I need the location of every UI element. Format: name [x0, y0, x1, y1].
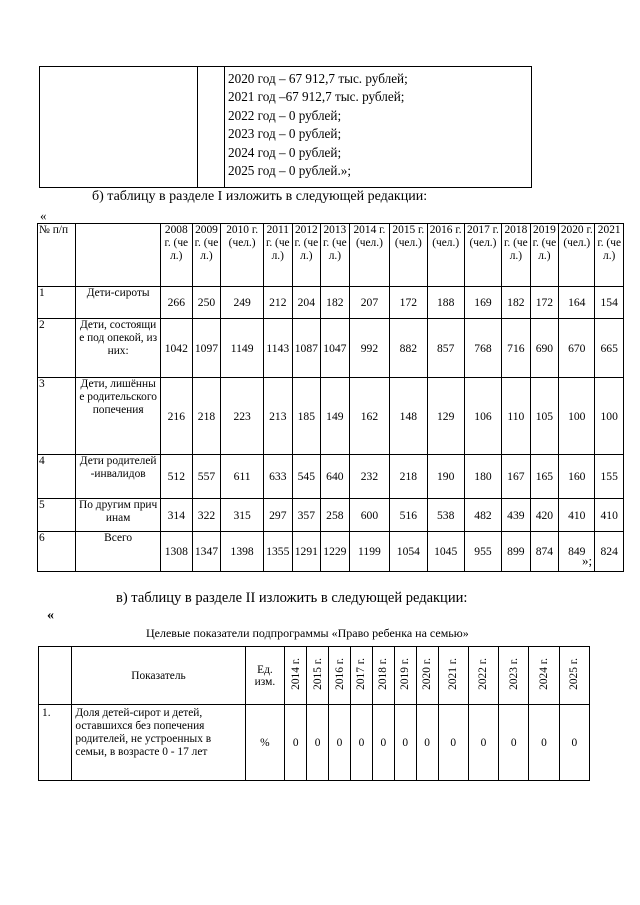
value-cell: 482 [464, 499, 501, 532]
year-label: 2019 г. [399, 658, 412, 690]
value-cell: 633 [264, 455, 293, 499]
value-cell: 611 [221, 455, 264, 499]
header-cell [76, 224, 160, 287]
table3-row [39, 705, 590, 781]
row-number: 6 [38, 532, 76, 572]
year-header [438, 647, 468, 705]
value-cell: 899 [502, 532, 531, 572]
funding-line: 2024 год – 0 рублей; [228, 144, 342, 160]
value-cell: 0 [416, 705, 438, 781]
year-label: 2021 г. [447, 658, 460, 690]
funding-empty-cell [40, 67, 198, 188]
value-cell: 207 [349, 287, 390, 319]
funding-line: 2020 год – 67 912,7 тыс. рублей; [228, 71, 408, 86]
header-indicator: Показатель [72, 647, 245, 705]
value-cell: 640 [321, 455, 350, 499]
table-row [38, 378, 624, 455]
value-cell: 182 [321, 287, 350, 319]
value-cell: 1042 [160, 319, 192, 378]
value-cell: 0 [529, 705, 559, 781]
value-cell: 250 [192, 287, 221, 319]
value-cell: 212 [264, 287, 293, 319]
header-empty [39, 647, 72, 705]
year-label: 2025 г. [568, 658, 581, 690]
value-cell: 516 [390, 499, 427, 532]
value-cell: 110 [502, 378, 531, 455]
value-cell: 105 [530, 378, 559, 455]
table-header-row [38, 224, 624, 287]
unit-cell: % [245, 705, 285, 781]
value-cell: 213 [264, 378, 293, 455]
value-cell: 160 [559, 455, 595, 499]
value-cell: 155 [595, 455, 624, 499]
value-cell: 716 [502, 319, 531, 378]
value-cell: 1087 [292, 319, 321, 378]
year-header [307, 647, 329, 705]
table-row [38, 287, 624, 319]
value-cell: 0 [329, 705, 351, 781]
value-cell: 1398 [221, 532, 264, 572]
year-header [372, 647, 394, 705]
value-cell: 600 [349, 499, 390, 532]
value-cell: 169 [464, 287, 501, 319]
year-header [559, 647, 589, 705]
value-cell: 955 [464, 532, 501, 572]
funding-table [39, 66, 532, 188]
indicator-name: Доля детей-сирот и детей, оставшихся без попечения родителей, не устроенных в семьи, в возрасте 0 - 17 лет [72, 705, 245, 781]
value-cell: 180 [464, 455, 501, 499]
value-cell: 874 [530, 532, 559, 572]
value-cell: 1097 [192, 319, 221, 378]
row-name: Дети родителей-инвалидов [76, 455, 160, 499]
value-cell: 190 [427, 455, 464, 499]
value-cell: 172 [390, 287, 427, 319]
quote-open-2: « [47, 608, 54, 623]
funding-line: 2022 год – 0 рублей; [228, 107, 342, 123]
paragraph-b: б) таблицу в разделе I изложить в следующей редакции: [92, 189, 428, 204]
header-cell: № п/п [38, 224, 76, 287]
header-cell: 2016 г. (чел.) [427, 224, 464, 287]
value-cell: 218 [192, 378, 221, 455]
table3-header-row [39, 647, 590, 705]
value-cell: 0 [468, 705, 498, 781]
value-cell: 167 [502, 455, 531, 499]
value-cell: 690 [530, 319, 559, 378]
value-cell: 232 [349, 455, 390, 499]
value-cell: 314 [160, 499, 192, 532]
value-cell: 185 [292, 378, 321, 455]
value-cell: 106 [464, 378, 501, 455]
value-cell: 1229 [321, 532, 350, 572]
value-cell: 882 [390, 319, 427, 378]
header-cell: 2015 г. (чел.) [390, 224, 427, 287]
value-cell: 768 [464, 319, 501, 378]
value-cell: 420 [530, 499, 559, 532]
value-cell: 0 [307, 705, 329, 781]
quote-close: »; [582, 553, 593, 568]
header-unit: Ед. изм. [245, 647, 285, 705]
value-cell: 824 [595, 532, 624, 572]
table-row [38, 455, 624, 499]
year-label: 2016 г. [333, 658, 346, 690]
year-label: 2022 г. [477, 658, 490, 690]
value-cell: 249 [221, 287, 264, 319]
value-cell: 545 [292, 455, 321, 499]
value-cell: 164 [559, 287, 595, 319]
funding-lines-cell [225, 67, 532, 188]
row-number: 3 [38, 378, 76, 455]
value-cell: 0 [394, 705, 416, 781]
value-cell: 1054 [390, 532, 427, 572]
value-cell: 357 [292, 499, 321, 532]
header-cell: 2013 г. (чел.) [321, 224, 350, 287]
row-number: 4 [38, 455, 76, 499]
value-cell: 0 [372, 705, 394, 781]
children-stats-table [37, 223, 624, 572]
funding-empty-cell [198, 67, 225, 188]
value-cell: 188 [427, 287, 464, 319]
header-cell: 2021 г. (чел.) [595, 224, 624, 287]
value-cell: 100 [559, 378, 595, 455]
value-cell: 162 [349, 378, 390, 455]
funding-line: 2025 год – 0 рублей.»; [228, 163, 352, 179]
value-cell: 670 [559, 319, 595, 378]
value-cell: 258 [321, 499, 350, 532]
value-cell: 1047 [321, 319, 350, 378]
header-cell: 2017 г. (чел.) [464, 224, 501, 287]
value-cell: 1347 [192, 532, 221, 572]
year-header [416, 647, 438, 705]
row-name: Дети, состоящие под опекой, из них: [76, 319, 160, 378]
value-cell: 297 [264, 499, 293, 532]
value-cell: 1149 [221, 319, 264, 378]
value-cell: 204 [292, 287, 321, 319]
value-cell: 512 [160, 455, 192, 499]
row-name: Дети, лишённые родительского попечения [76, 378, 160, 455]
year-header [394, 647, 416, 705]
value-cell: 0 [285, 705, 307, 781]
value-cell: 849 [559, 532, 595, 572]
value-cell: 100 [595, 378, 624, 455]
value-cell: 1045 [427, 532, 464, 572]
table-row [38, 319, 624, 378]
year-label: 2018 г. [377, 658, 390, 690]
year-header [329, 647, 351, 705]
year-header [499, 647, 529, 705]
value-cell: 149 [321, 378, 350, 455]
header-cell: 2008 г. (чел.) [160, 224, 192, 287]
row-name: Дети-сироты [76, 287, 160, 319]
value-cell: 154 [595, 287, 624, 319]
value-cell: 129 [427, 378, 464, 455]
table-row [38, 499, 624, 532]
header-cell: 2014 г. (чел.) [349, 224, 390, 287]
header-cell: 2011г. (чел.) [264, 224, 293, 287]
header-cell: 2019 г. (чел.) [530, 224, 559, 287]
value-cell: 165 [530, 455, 559, 499]
value-cell: 266 [160, 287, 192, 319]
year-label: 2015 г. [311, 658, 324, 690]
row-number: 1. [39, 705, 72, 781]
year-header [350, 647, 372, 705]
value-cell: 538 [427, 499, 464, 532]
header-cell: 2018г. (чел.) [502, 224, 531, 287]
row-number: 1 [38, 287, 76, 319]
value-cell: 218 [390, 455, 427, 499]
year-header [468, 647, 498, 705]
value-cell: 182 [502, 287, 531, 319]
value-cell: 172 [530, 287, 559, 319]
target-indicators-table [38, 646, 590, 781]
value-cell: 857 [427, 319, 464, 378]
value-cell: 1308 [160, 532, 192, 572]
funding-line: 2023 год – 0 рублей; [228, 126, 342, 142]
value-cell: 665 [595, 319, 624, 378]
header-cell: 2012 г. (чел.) [292, 224, 321, 287]
value-cell: 557 [192, 455, 221, 499]
header-cell: 2010 г. (чел.) [221, 224, 264, 287]
value-cell: 0 [438, 705, 468, 781]
year-label: 2014 г. [289, 658, 302, 690]
year-header [529, 647, 559, 705]
row-name: По другим причинам [76, 499, 160, 532]
value-cell: 410 [559, 499, 595, 532]
year-label: 2020 г. [421, 658, 434, 690]
value-cell: 322 [192, 499, 221, 532]
year-label: 2023 г. [507, 658, 520, 690]
value-cell: 1199 [349, 532, 390, 572]
quote-open: « [40, 208, 47, 223]
value-cell: 148 [390, 378, 427, 455]
year-label: 2017 г. [355, 658, 368, 690]
value-cell: 0 [350, 705, 372, 781]
value-cell: 223 [221, 378, 264, 455]
value-cell: 0 [559, 705, 589, 781]
value-cell: 992 [349, 319, 390, 378]
year-header [285, 647, 307, 705]
value-cell: 216 [160, 378, 192, 455]
funding-line: 2021 год –67 912,7 тыс. рублей; [228, 89, 405, 105]
value-cell: 1291 [292, 532, 321, 572]
value-cell: 315 [221, 499, 264, 532]
header-cell: 2009 г. (чел.) [192, 224, 221, 287]
paragraph-v: в) таблицу в разделе II изложить в следующей редакции: [116, 590, 468, 606]
value-cell: 0 [499, 705, 529, 781]
value-cell: 1355 [264, 532, 293, 572]
value-cell: 439 [502, 499, 531, 532]
header-cell: 2020 г. (чел.) [559, 224, 595, 287]
row-number: 2 [38, 319, 76, 378]
table3-title: Целевые показатели подпрограммы «Право ребенка на семью» [146, 626, 469, 640]
row-name: Всего [76, 532, 160, 572]
row-number: 5 [38, 499, 76, 532]
value-cell: 1143 [264, 319, 293, 378]
table-row [38, 532, 624, 572]
value-cell: 410 [595, 499, 624, 532]
year-label: 2024 г. [537, 658, 550, 690]
